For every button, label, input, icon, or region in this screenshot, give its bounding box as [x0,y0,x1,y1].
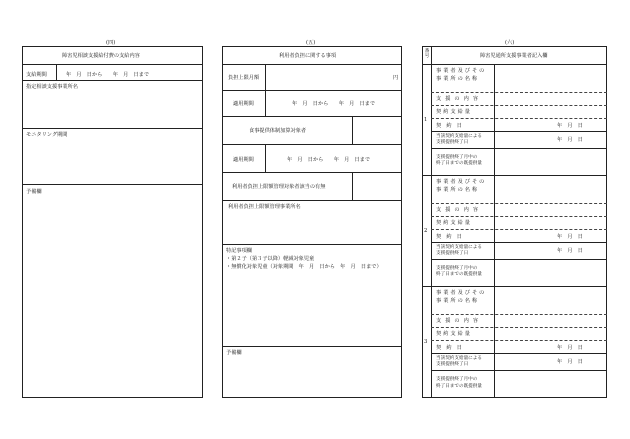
block3-content: 支援の内容 [436,318,482,324]
block2-used-line2: 終了日までの既提供量 [436,272,482,277]
panel5-title: 利用者負担に関する事項 [279,53,337,59]
block1-content: 支援の内容 [436,96,482,102]
panel5-mgmt-label: 利用者負担上限額管理対象者該当の有無 [232,184,326,190]
panel6-title: 障害児通所支援事業者記入欄 [480,53,548,59]
panel5-limit-unit: 円 [393,75,399,81]
block2-end-line1: 当該契約支給量による [436,245,482,250]
panel4-frame [22,46,203,398]
block1-contract-value: 年 月 日 [557,123,583,129]
panel4-notes-label: 予備欄 [26,189,42,195]
block2-contract-label: 契 約 日 [436,234,462,240]
panel4-monitoring-label: モニタリング期間 [26,132,68,138]
panel5-notes-label: 予備欄 [226,350,242,356]
block2-name-line1: 事業者及びその [436,179,487,185]
panel5-period-label: 適用期間 [233,101,254,107]
block2-used-line1: 支援提供終了月中の [436,266,478,271]
panel4-heading: (四) [106,40,116,46]
block3-name-line1: 事業者及びその [436,290,487,296]
panel4-provider-label: 指定相談支援事業所名 [26,84,78,90]
panel4-period-value: 年 月 日から 年 月 日まで [66,72,150,78]
panel6-heading: (六) [505,40,515,46]
block1-end-line2: 支援提供終了日 [436,140,469,145]
block3-end-line1: 当該契約支給量による [436,356,482,361]
panel5-special-line1: ・第２子（第３子以降）軽減対象児童 [226,256,315,262]
block2-end-line2: 支援提供終了日 [436,251,469,256]
block3-number: 3 [424,339,428,345]
block3-name-line2: 事業所の名称 [436,298,480,304]
panel5-mgmt-office-label: 利用者負担上限額管理事業所名 [228,204,301,210]
block2-contract-value: 年 月 日 [557,234,583,240]
block3-used-line2: 終了日までの既提供量 [436,384,482,389]
panel5-special-line2: ・無償化対象児童（対象期間 年 月 日から 年 月 日まで） [226,264,382,270]
block1-used-line1: 支援提供終了月中の [436,155,478,160]
block2-number: 2 [424,228,428,234]
panel5-special-label: 特記事項欄 [226,248,252,254]
panel4-title: 障害児相談支援給付費の支給内容 [62,53,140,59]
block1-name-line2: 事業所の名称 [436,76,480,82]
panel5-limit-label: 負担上限月額 [228,75,260,81]
block2-end-value: 年 月 日 [557,248,583,254]
block1-number: 1 [424,117,428,123]
panel5-meal-period-label: 適用期間 [233,157,254,163]
block2-name-line2: 事業所の名称 [436,187,480,193]
panel4-period-label: 支給期間 [26,72,47,78]
block1-used-line2: 終了日までの既提供量 [436,161,482,166]
panel5-meal-label: 食事提供体制加算対象者 [249,128,307,134]
panel6-num-header: 番号 [424,49,430,59]
block3-amount: 契約支給量 [436,331,472,337]
panel5-meal-period-value: 年 月 日から 年 月 日まで [287,157,371,163]
block2-content: 支援の内容 [436,207,482,213]
block1-end-value: 年 月 日 [557,137,583,143]
block1-end-line1: 当該契約支給量による [436,134,482,139]
block2-amount: 契約支給量 [436,220,472,226]
panel5-heading: (五) [306,40,316,46]
block1-contract-label: 契 約 日 [436,123,462,129]
block3-contract-value: 年 月 日 [557,345,583,351]
block3-contract-label: 契 約 日 [436,345,462,351]
panel5-period-value: 年 月 日から 年 月 日まで [292,101,376,107]
block3-used-line1: 支援提供終了月中の [436,377,478,382]
block3-end-value: 年 月 日 [557,359,583,365]
block1-amount: 契約支給量 [436,109,472,115]
block1-name-line1: 事業者及びその [436,68,487,74]
block3-end-line2: 支援提供終了日 [436,362,469,367]
